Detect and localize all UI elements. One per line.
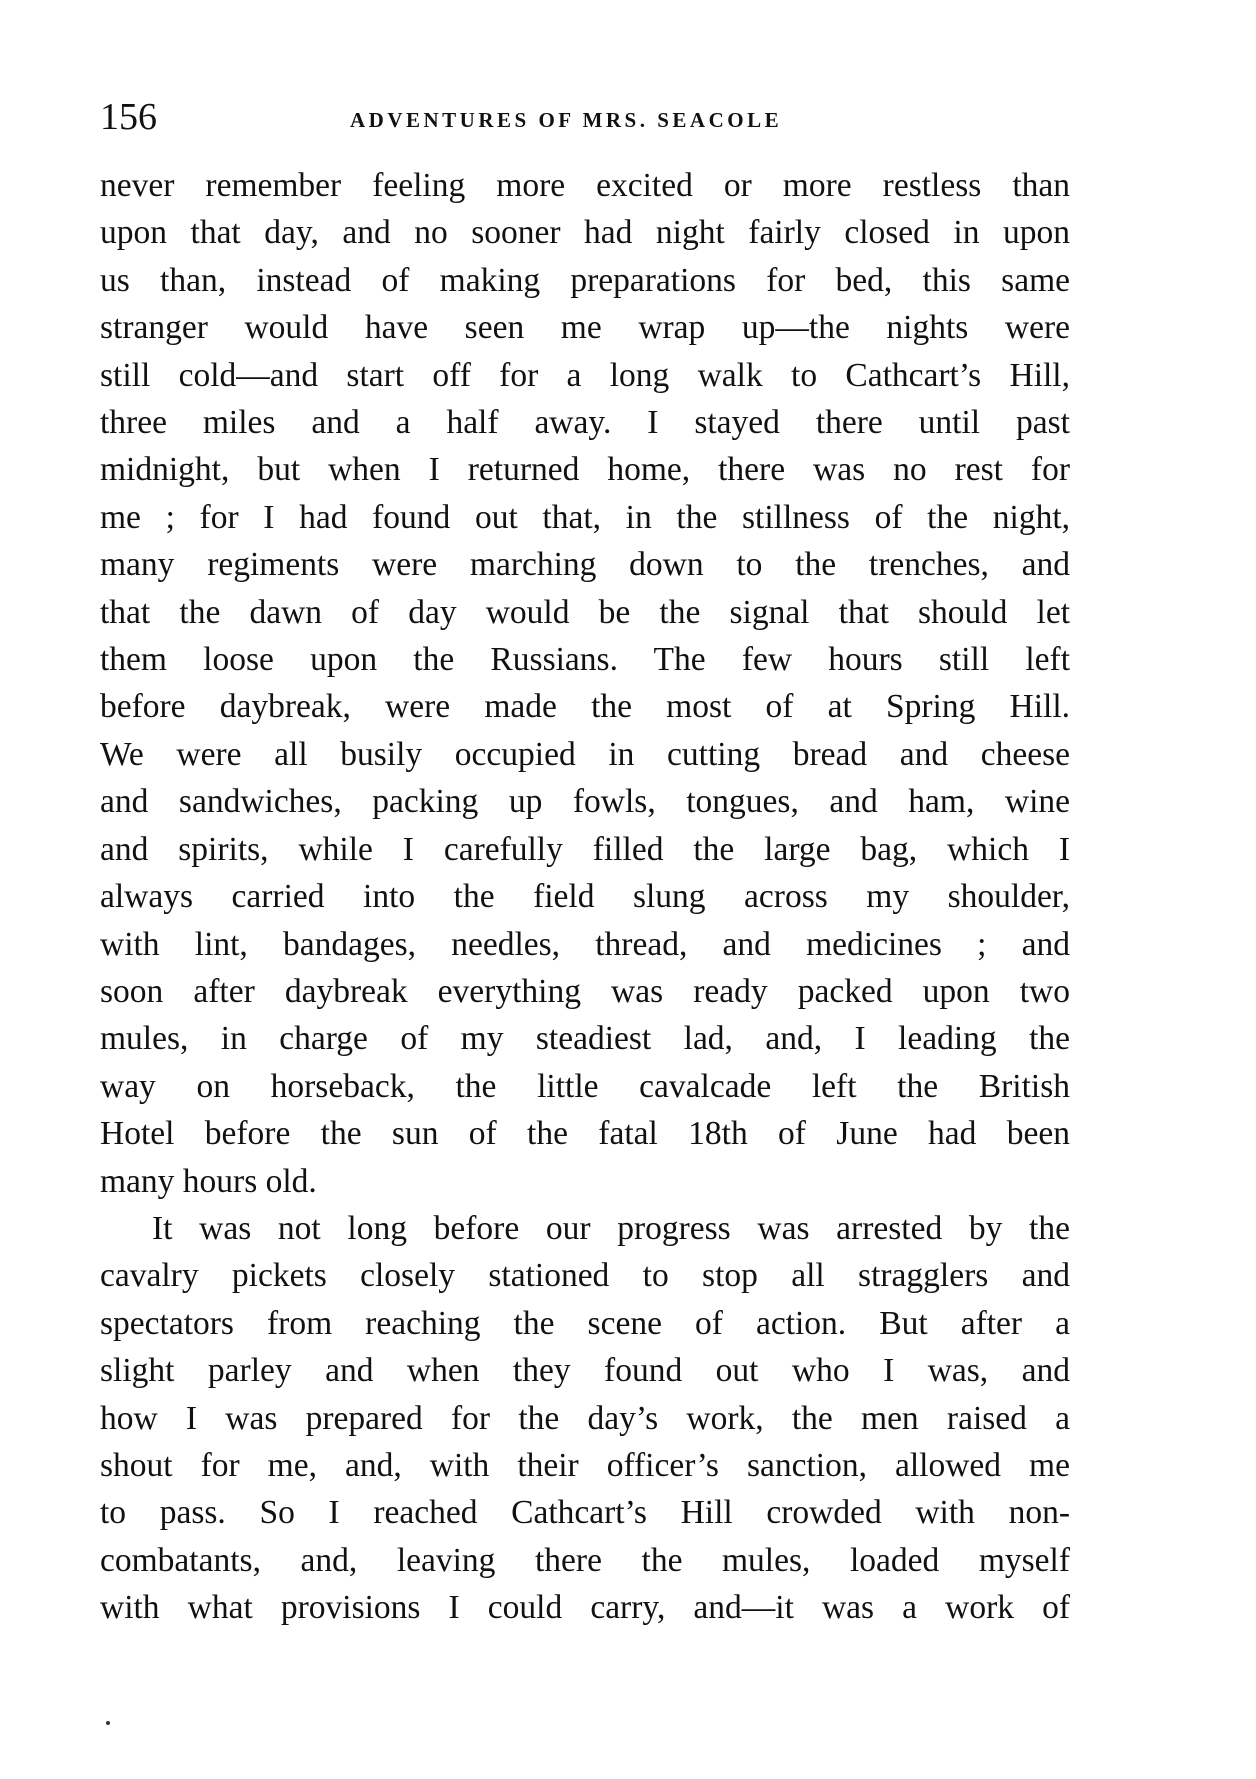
text-line: Hotel before the sun of the fatal 18th of June had been xyxy=(100,1115,1070,1153)
text-line: me ; for I had found out that, in the stillness of the night, xyxy=(100,498,1070,536)
text-line: still cold—and start off for a long walk to Cathcart’s Hill, xyxy=(100,356,1070,394)
text-line: shout for me, and, with their officer’s sanction, allowed me xyxy=(100,1446,1070,1484)
text-line: slight parley and when they found out who I was, and xyxy=(100,1352,1070,1390)
text-line: many regiments were marching down to the trenches, and xyxy=(100,546,1070,584)
text-line: and sandwiches, packing up fowls, tongues, and ham, wine xyxy=(100,783,1070,821)
text-line: midnight, but when I returned home, there was no rest for xyxy=(100,451,1070,489)
text-line: We were all busily occupied in cutting bread and cheese xyxy=(100,735,1070,773)
paragraph-1 xyxy=(100,162,1070,1205)
page-header xyxy=(100,95,1070,145)
body-text xyxy=(100,162,1070,1632)
text-line: way on horseback, the little cavalcade left the British xyxy=(100,1067,1070,1105)
text-line: and spirits, while I carefully filled the large bag, which I xyxy=(100,830,1070,868)
text-line: stranger would have seen me wrap up—the nights were xyxy=(100,309,1070,347)
text-line: mules, in charge of my steadiest lad, and, I leading the xyxy=(100,1020,1070,1058)
text-line: how I was prepared for the day’s work, the men raised a xyxy=(100,1399,1070,1437)
text-line: with lint, bandages, needles, thread, and medicines ; and xyxy=(100,925,1070,963)
text-line: three miles and a half away. I stayed there until past xyxy=(100,404,1070,442)
text-line: cavalry pickets closely stationed to stop all stragglers and xyxy=(100,1257,1070,1295)
page-number: 156 xyxy=(100,96,157,138)
ink-speck xyxy=(106,1721,110,1725)
text-line: us than, instead of making preparations for bed, this same xyxy=(100,261,1070,299)
text-line: It was not long before our progress was arrested by the xyxy=(152,1209,1070,1247)
text-line: them loose upon the Russians. The few hours still left xyxy=(100,641,1070,679)
text-line: that the dawn of day would be the signal that should let xyxy=(100,593,1070,631)
text-line: with what provisions I could carry, and—it was a work of xyxy=(100,1589,1070,1627)
text-line: combatants, and, leaving there the mules, loaded myself xyxy=(100,1541,1070,1579)
text-line: spectators from reaching the scene of action. But after a xyxy=(100,1304,1070,1342)
text-line: upon that day, and no sooner had night fairly closed in upon xyxy=(100,214,1070,252)
text-line: before daybreak, were made the most of at Spring Hill. xyxy=(100,688,1070,726)
text-line: always carried into the field slung across my shoulder, xyxy=(100,878,1070,916)
text-line: never remember feeling more excited or more restless than xyxy=(100,167,1070,204)
text-line: soon after daybreak everything was ready packed upon two xyxy=(100,972,1070,1010)
running-title: ADVENTURES OF MRS. SEACOLE xyxy=(350,108,783,132)
paragraph-2 xyxy=(100,1205,1070,1632)
text-line: to pass. So I reached Cathcart’s Hill crowded with non- xyxy=(100,1494,1070,1532)
text-line: many hours old. xyxy=(100,1162,317,1200)
